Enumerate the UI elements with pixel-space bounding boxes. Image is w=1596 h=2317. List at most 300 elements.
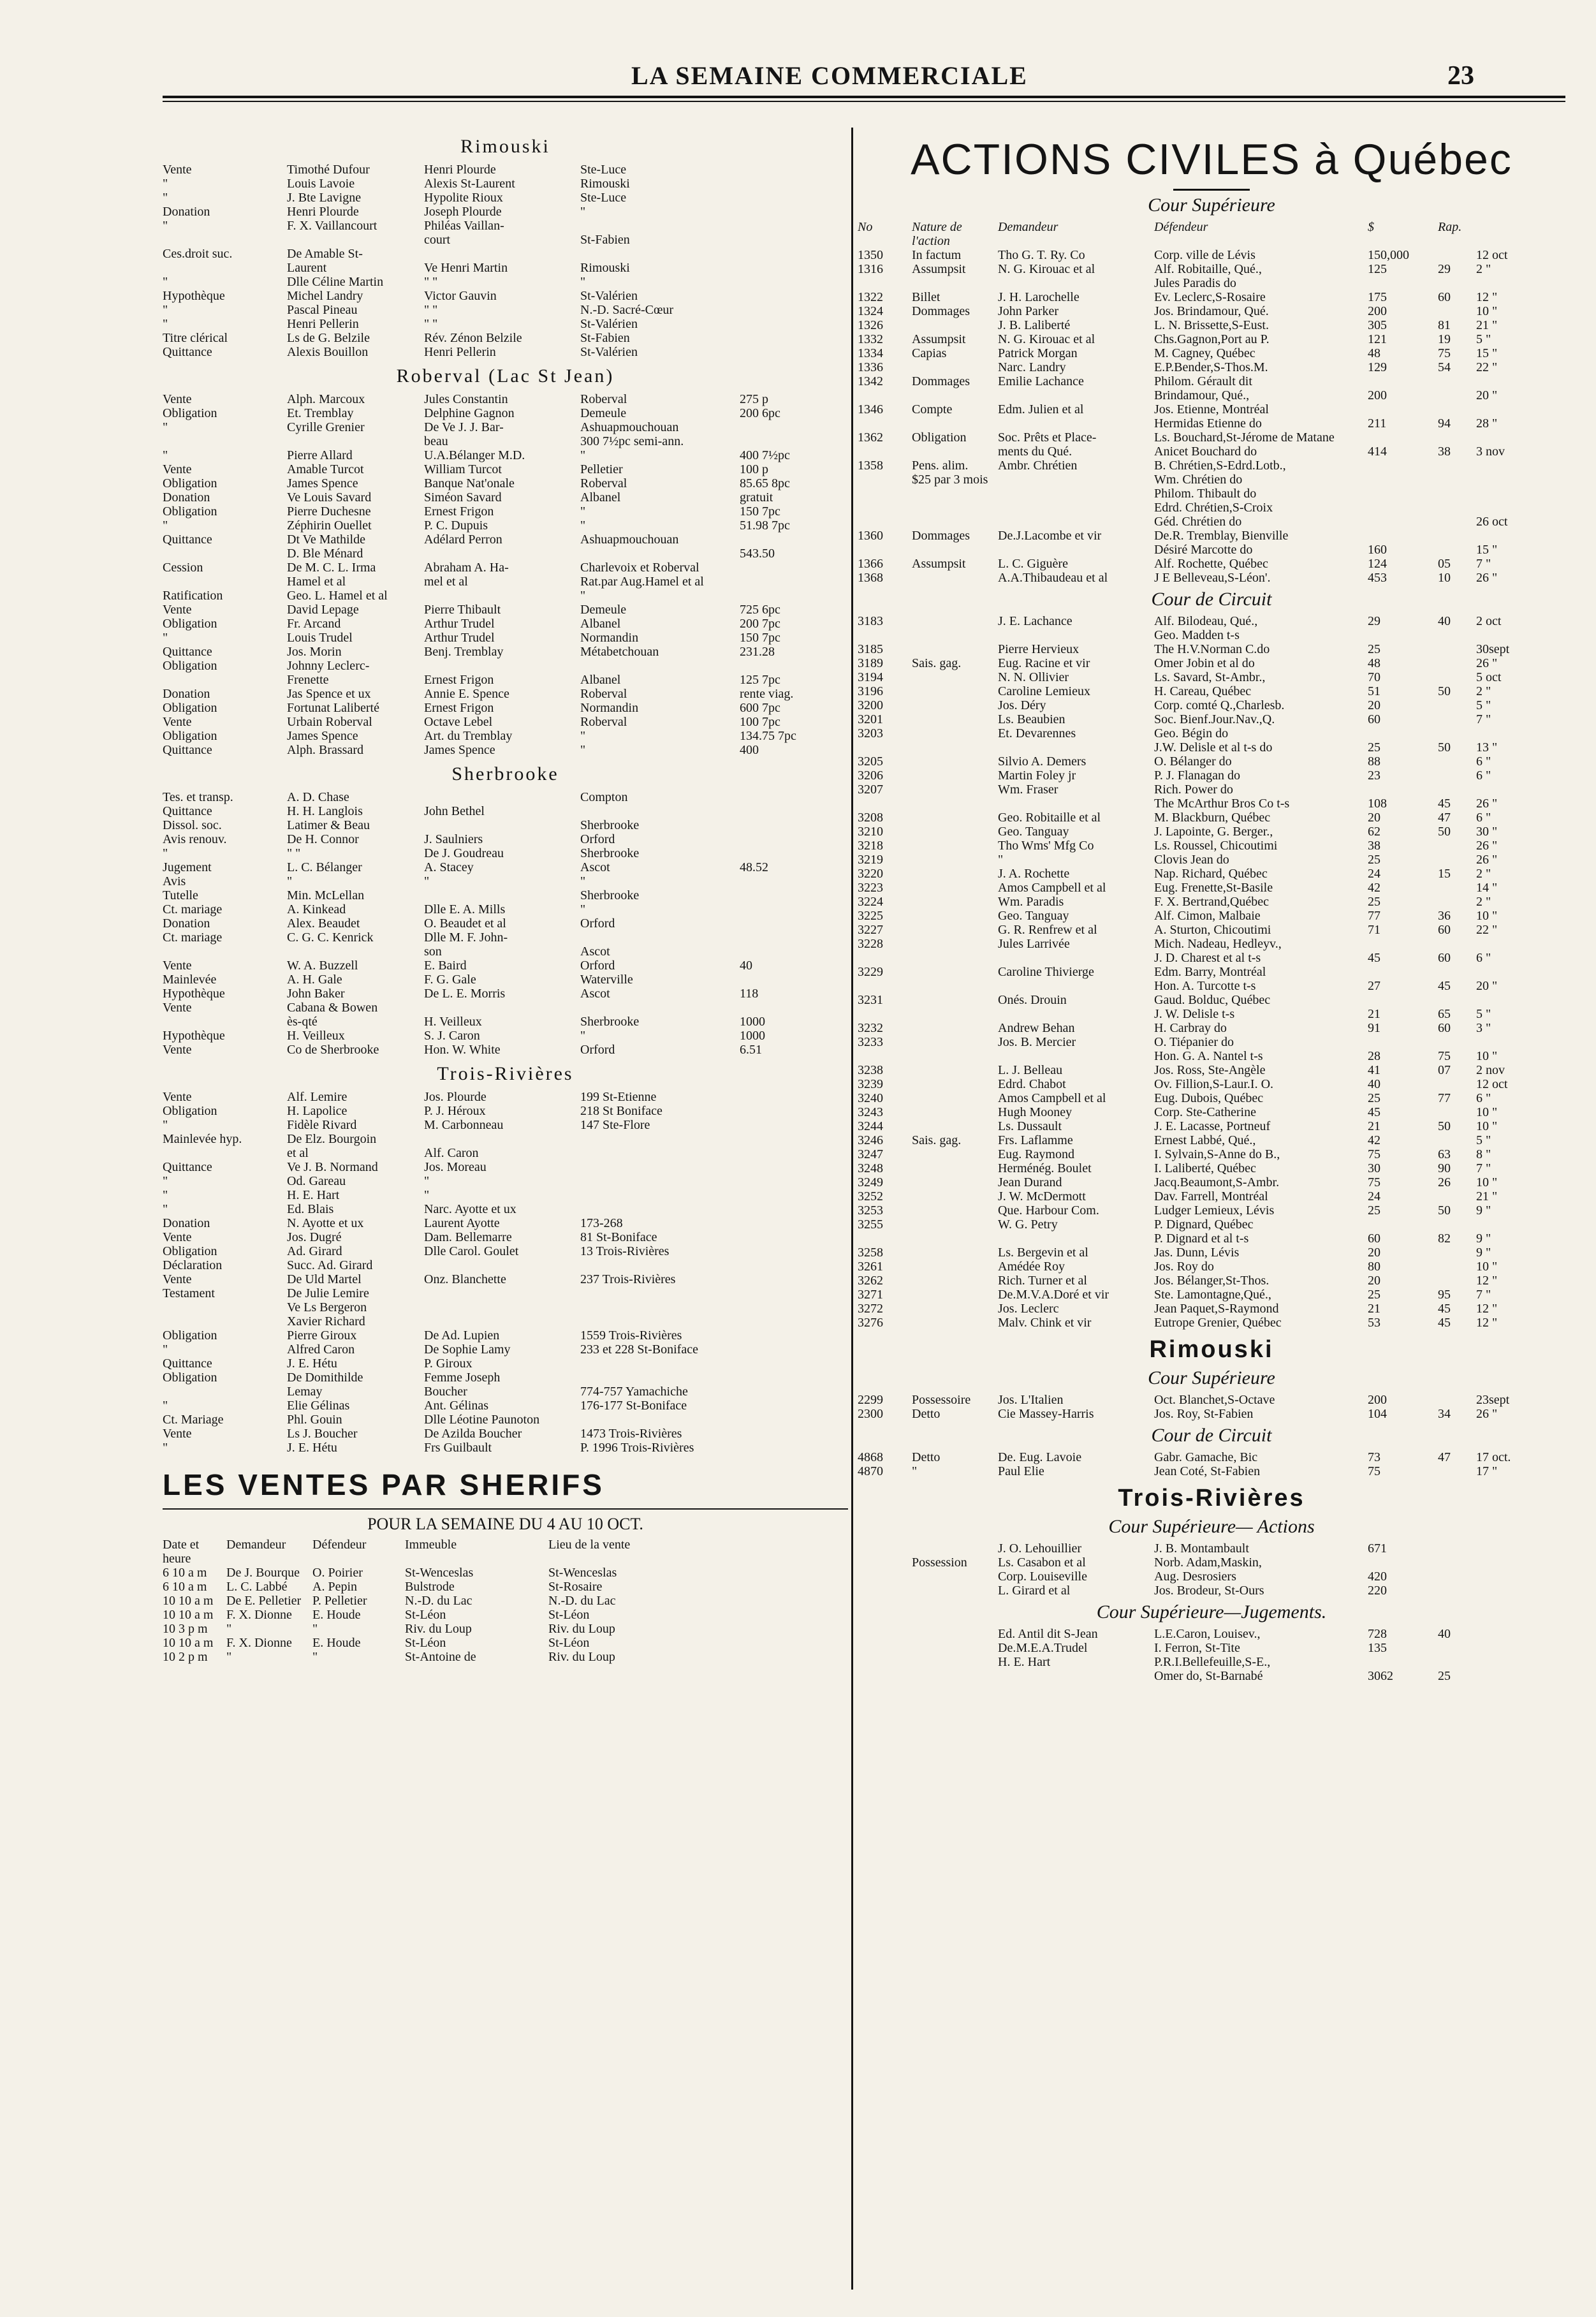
- table-cell: Dissol. soc.: [163, 818, 222, 832]
- table-cell: [912, 712, 998, 726]
- table-cell: beau: [424, 434, 448, 448]
- table-cell: Alf. Bilodeau, Qué.,: [1154, 614, 1258, 628]
- table-cell: Corp. Ste-Catherine: [1154, 1105, 1256, 1119]
- table-cell: Jean Durand: [998, 1175, 1062, 1189]
- table-cell: 420: [1368, 1570, 1387, 1584]
- table-cell: Octave Lebel: [424, 715, 493, 729]
- table-cell: 3272: [858, 1302, 883, 1316]
- table-cell: 38: [1368, 839, 1380, 853]
- table-cell: Et. Devarennes: [998, 726, 1076, 740]
- table-cell: A.A.Thibaudeau et al: [998, 571, 1108, 585]
- table-cell: 50: [1438, 684, 1451, 698]
- table-row: [163, 1622, 848, 1636]
- table-cell: [1438, 993, 1476, 1007]
- table-cell: Alfred Caron: [287, 1342, 355, 1357]
- table-cell: 199 St-Etienne: [580, 1090, 657, 1104]
- table-cell: Lemay: [287, 1385, 323, 1399]
- table-cell: Nap. Richard, Québec: [1154, 867, 1268, 881]
- table-cell: 2299: [858, 1393, 883, 1407]
- table-cell: 3207: [858, 783, 883, 797]
- table-row: [858, 557, 1565, 571]
- table-cell: [1438, 1274, 1476, 1288]
- table-cell: Obligation: [163, 617, 217, 631]
- table-cell: Vente: [163, 163, 192, 177]
- table-cell: Avis renouv.: [163, 832, 227, 846]
- table-cell: " ": [424, 317, 438, 331]
- table-cell: [912, 1570, 998, 1584]
- table-cell: [580, 1132, 740, 1146]
- table-cell: [1438, 839, 1476, 853]
- table-cell: [1438, 769, 1476, 783]
- table-row: [858, 318, 1565, 332]
- table-cell: G. R. Renfrew et al: [998, 923, 1097, 937]
- table-cell: Ascot: [580, 860, 610, 874]
- table-cell: Ed. Antil dit S-Jean: [998, 1627, 1098, 1641]
- table-cell: [740, 261, 848, 275]
- table-cell: [163, 945, 287, 959]
- table-cell: Ls. Bergevin et al: [998, 1246, 1088, 1260]
- table-cell: 6 ": [1476, 811, 1491, 825]
- table-cell: P. J. Héroux: [424, 1104, 486, 1118]
- table-cell: 23: [1368, 769, 1380, 783]
- table-cell: De.R. Tremblay, Bienville: [1154, 529, 1289, 543]
- table-cell: [287, 434, 424, 448]
- table-cell: [1368, 459, 1438, 473]
- table-cell: [912, 1203, 998, 1217]
- table-cell: 176-177 St-Boniface: [580, 1399, 687, 1413]
- table-cell: 7 ": [1476, 712, 1491, 726]
- table-cell: ": [163, 1342, 168, 1357]
- table-cell: 200 7pc: [740, 617, 780, 631]
- table-cell: H. Veilleux: [287, 1029, 345, 1043]
- table-cell: [740, 289, 848, 303]
- table-cell: Vente: [163, 959, 192, 973]
- table-cell: [740, 1001, 848, 1015]
- table-cell: 48: [1368, 656, 1380, 670]
- table-row: [163, 1427, 848, 1441]
- table-cell: De Azilda Boucher: [424, 1427, 522, 1441]
- table-cell: Geo. Tanguay: [998, 909, 1069, 923]
- table-cell: [912, 684, 998, 698]
- table-cell: Vente: [163, 1272, 192, 1286]
- table-cell: 82: [1438, 1232, 1451, 1246]
- table-cell: Tho G. T. Ry. Co: [998, 248, 1085, 262]
- table-row: [163, 233, 848, 247]
- table-cell: [666, 1608, 768, 1622]
- table-cell: [580, 1174, 740, 1188]
- table-row: [858, 670, 1565, 684]
- superieure-header-row: [858, 220, 1565, 248]
- table-cell: Victor Gauvin: [424, 289, 497, 303]
- table-cell: Tes. et transp.: [163, 790, 233, 804]
- table-cell: [740, 1146, 848, 1160]
- table-cell: N.-D. du Lac: [405, 1594, 472, 1608]
- table-row: [858, 1627, 1565, 1641]
- table-cell: Philom. Gérault dit: [1154, 374, 1252, 388]
- table-cell: [1438, 1105, 1476, 1119]
- table-cell: Martin Foley jr: [998, 769, 1076, 783]
- table-cell: [740, 832, 848, 846]
- table-row: [858, 220, 1565, 248]
- table-row: [163, 1104, 848, 1118]
- table-cell: De.M.E.A.Trudel: [998, 1641, 1088, 1655]
- table-cell: Jos. Roy do: [1154, 1260, 1214, 1274]
- table-cell: Jos. Leclerc: [998, 1302, 1059, 1316]
- table-row: [858, 965, 1565, 979]
- table-row: [163, 561, 848, 575]
- table-cell: Riv. du Loup: [405, 1622, 472, 1636]
- table-cell: 220: [1368, 1584, 1387, 1598]
- table-cell: ": [580, 589, 586, 603]
- table-cell: 60: [1368, 712, 1380, 726]
- table-cell: Jules Paradis do: [1154, 276, 1236, 290]
- table-cell: 27: [1368, 979, 1380, 993]
- table-cell: Henri Pellerin: [424, 345, 496, 359]
- table-cell: 2 ": [1476, 895, 1491, 909]
- table-cell: Urbain Roberval: [287, 715, 372, 729]
- table-cell: De Domithilde: [287, 1371, 363, 1385]
- table-cell: 3258: [858, 1246, 883, 1260]
- table-cell: ": [424, 1174, 430, 1188]
- table-row: [163, 1413, 848, 1427]
- table-cell: 71: [1368, 923, 1380, 937]
- table-cell: [998, 1007, 1154, 1021]
- table-cell: Orford: [580, 959, 615, 973]
- table-row: [858, 853, 1565, 867]
- table-row: [163, 1174, 848, 1188]
- table-cell: [1476, 220, 1524, 248]
- table-row: [163, 701, 848, 715]
- table-row: [858, 783, 1565, 797]
- table-cell: ": [580, 1029, 586, 1043]
- table-cell: [1438, 881, 1476, 895]
- table-cell: [858, 1655, 912, 1669]
- table-cell: Rich. Power do: [1154, 783, 1233, 797]
- table-cell: Norb. Adam,Maskin,: [1154, 1556, 1262, 1570]
- table-cell: 47: [1438, 1450, 1451, 1464]
- table-cell: [912, 923, 998, 937]
- table-row: [858, 642, 1565, 656]
- table-cell: 07: [1438, 1063, 1451, 1077]
- table-cell: Pierre Allard: [287, 448, 353, 462]
- table-row: [163, 1029, 848, 1043]
- table-cell: 3210: [858, 825, 883, 839]
- table-cell: J. B. Montambault: [1154, 1541, 1249, 1556]
- table-cell: L. Girard et al: [998, 1584, 1071, 1598]
- table-row: [858, 726, 1565, 740]
- table-row: [858, 1105, 1565, 1119]
- table-cell: [1476, 1570, 1524, 1584]
- table-cell: Ernest Frigon: [424, 701, 494, 715]
- table-row: [858, 276, 1565, 290]
- table-row: [163, 1357, 848, 1371]
- table-row: [163, 1132, 848, 1146]
- table-row: [858, 1274, 1565, 1288]
- table-row: [163, 874, 848, 888]
- table-cell: ès-qté: [287, 1015, 318, 1029]
- table-cell: Sherbrooke: [580, 846, 640, 860]
- table-cell: 45: [1438, 797, 1451, 811]
- table-row: [163, 331, 848, 345]
- table-cell: Ascot: [580, 987, 610, 1001]
- trois-rivieres-court-judgements: Cour Supérieure—Jugements.: [1096, 1601, 1327, 1622]
- table-cell: 543.50: [740, 547, 775, 561]
- table-cell: [912, 1669, 998, 1683]
- table-cell: Hon. A. Turcotte t-s: [1154, 979, 1256, 993]
- table-row: [858, 1161, 1565, 1175]
- table-cell: [1476, 937, 1524, 951]
- table-cell: [580, 930, 740, 945]
- table-cell: ": [163, 519, 168, 533]
- table-cell: 1334: [858, 346, 883, 360]
- table-cell: ": [580, 743, 586, 757]
- header-rule-thin: [163, 101, 1565, 102]
- table-row: [858, 628, 1565, 642]
- table-cell: Caroline Thivierge: [998, 965, 1094, 979]
- table-cell: [580, 1001, 740, 1015]
- table-cell: 671: [1368, 1541, 1387, 1556]
- table-cell: Amable Turcot: [287, 462, 364, 476]
- table-cell: [1438, 712, 1476, 726]
- table-cell: 21: [1368, 1302, 1380, 1316]
- table-cell: [912, 825, 998, 839]
- trois-rivieres-judgement-rows: [858, 1627, 1565, 1683]
- table-cell: 3189: [858, 656, 883, 670]
- table-cell: 134.75 7pc: [740, 729, 796, 743]
- table-cell: [998, 388, 1154, 402]
- table-row: [858, 1316, 1565, 1330]
- table-cell: [912, 895, 998, 909]
- table-cell: John Bethel: [424, 804, 485, 818]
- table-cell: [740, 345, 848, 359]
- table-cell: ": [998, 853, 1004, 867]
- table-cell: Pierre Thibault: [424, 603, 501, 617]
- table-cell: 28 ": [1476, 416, 1498, 430]
- table-cell: St-Léon: [405, 1636, 446, 1650]
- table-cell: 3262: [858, 1274, 883, 1288]
- table-cell: [858, 740, 912, 754]
- table-cell: 6 ": [1476, 754, 1491, 769]
- table-cell: [1368, 501, 1438, 515]
- table-cell: [912, 1021, 998, 1035]
- table-cell: [163, 261, 287, 275]
- table-cell: [912, 698, 998, 712]
- table-row: [858, 1655, 1565, 1669]
- table-cell: Assumpsit: [912, 262, 966, 276]
- table-row: [163, 1188, 848, 1202]
- table-row: [858, 473, 1565, 487]
- table-cell: [424, 1001, 580, 1015]
- table-cell: [1368, 993, 1438, 1007]
- table-row: [163, 743, 848, 757]
- table-cell: Jos. Bélanger,St-Thos.: [1154, 1274, 1270, 1288]
- table-cell: 1362: [858, 430, 883, 445]
- table-row: [163, 729, 848, 743]
- table-row: [858, 1541, 1565, 1556]
- table-row: [858, 262, 1565, 276]
- table-cell: L. J. Belleau: [998, 1063, 1063, 1077]
- table-cell: [580, 1314, 740, 1328]
- table-cell: N. N. Ollivier: [998, 670, 1069, 684]
- table-cell: Alf. Rochette, Québec: [1154, 557, 1268, 571]
- table-cell: 3 nov: [1476, 445, 1505, 459]
- table-cell: Donation: [163, 205, 210, 219]
- table-cell: 38: [1438, 445, 1451, 459]
- table-cell: 5 ": [1476, 698, 1491, 712]
- actions-civiles-title: ACTIONS CIVILES à Québec: [911, 135, 1512, 184]
- table-row: [858, 290, 1565, 304]
- rimouski-sup-rows: [858, 1393, 1565, 1421]
- table-cell: James Spence: [424, 743, 495, 757]
- table-cell: 414: [1368, 445, 1387, 459]
- table-row: [163, 888, 848, 902]
- table-row: [163, 303, 848, 317]
- table-cell: 13 ": [1476, 740, 1498, 754]
- table-cell: [858, 515, 912, 529]
- table-cell: 12 ": [1476, 1302, 1498, 1316]
- table-row: [163, 247, 848, 261]
- table-cell: 3228: [858, 937, 883, 951]
- table-cell: [1438, 1464, 1476, 1478]
- table-cell: A. Sturton, Chicoutimi: [1154, 923, 1271, 937]
- table-cell: [740, 1090, 848, 1104]
- table-cell: 3223: [858, 881, 883, 895]
- table-cell: [998, 473, 1154, 487]
- table-cell: 10 ": [1476, 1175, 1498, 1189]
- table-row: [163, 631, 848, 645]
- table-cell: [1438, 642, 1476, 656]
- table-row: [163, 846, 848, 860]
- table-row: [163, 1371, 848, 1385]
- table-cell: 26 oct: [1476, 515, 1508, 529]
- table-cell: 10 ": [1476, 1260, 1498, 1274]
- table-cell: 1326: [858, 318, 883, 332]
- table-cell: 21: [1368, 1119, 1380, 1133]
- table-cell: 81: [1438, 318, 1451, 332]
- table-cell: 26 ": [1476, 656, 1498, 670]
- table-cell: 1316: [858, 262, 883, 276]
- table-cell: [740, 930, 848, 945]
- table-cell: [912, 670, 998, 684]
- table-cell: 12 ": [1476, 290, 1498, 304]
- table-cell: Obligation: [163, 1328, 217, 1342]
- table-cell: [998, 1049, 1154, 1063]
- table-row: [858, 1393, 1565, 1407]
- table-cell: [1368, 783, 1438, 797]
- table-cell: C. G. C. Kenrick: [287, 930, 374, 945]
- table-cell: 10 ": [1476, 1105, 1498, 1119]
- table-cell: 3249: [858, 1175, 883, 1189]
- table-cell: [740, 804, 848, 818]
- table-cell: Corp. Louiseville: [998, 1570, 1087, 1584]
- table-cell: Corp. ville de Lévis: [1154, 248, 1256, 262]
- table-cell: 3194: [858, 670, 883, 684]
- table-row: [163, 275, 848, 289]
- table-row: [163, 406, 848, 420]
- table-cell: 36: [1438, 909, 1451, 923]
- table-cell: J. W. McDermott: [998, 1189, 1086, 1203]
- table-row: [858, 909, 1565, 923]
- table-cell: [912, 416, 998, 430]
- table-cell: Mainlevée hyp.: [163, 1132, 242, 1146]
- table-row: [858, 839, 1565, 853]
- table-cell: 10: [1438, 571, 1451, 585]
- table-cell: ": [580, 519, 586, 533]
- table-cell: [858, 388, 912, 402]
- table-cell: [1476, 374, 1524, 388]
- table-row: [163, 1608, 848, 1622]
- table-cell: Ad. Girard: [287, 1244, 342, 1258]
- table-cell: ": [163, 631, 168, 645]
- table-cell: [998, 1232, 1154, 1246]
- table-cell: [998, 951, 1154, 965]
- table-cell: Orford: [580, 916, 615, 930]
- table-cell: 13 Trois-Rivières: [580, 1244, 670, 1258]
- table-cell: [1438, 1641, 1476, 1655]
- table-cell: 25: [1368, 853, 1380, 867]
- table-cell: 26 ": [1476, 839, 1498, 853]
- table-cell: H. H. Langlois: [287, 804, 363, 818]
- table-cell: 42: [1368, 881, 1380, 895]
- table-cell: Ste. Lamontagne,Qué.,: [1154, 1288, 1271, 1302]
- table-cell: J. W. Delisle t-s: [1154, 1007, 1235, 1021]
- table-cell: Gabr. Gamache, Bic: [1154, 1450, 1258, 1464]
- table-cell: [1368, 529, 1438, 543]
- table-cell: 3208: [858, 811, 883, 825]
- table-row: [163, 1160, 848, 1174]
- table-cell: ": [163, 420, 168, 434]
- table-cell: 135: [1368, 1641, 1387, 1655]
- table-cell: Alf. Robitaille, Qué.,: [1154, 262, 1262, 276]
- table-cell: 1358: [858, 459, 883, 473]
- roberval-rows: [163, 392, 848, 757]
- table-cell: Femme Joseph: [424, 1371, 501, 1385]
- table-cell: [666, 1622, 768, 1636]
- table-cell: [740, 1132, 848, 1146]
- table-cell: [287, 945, 424, 959]
- table-row: [163, 1230, 848, 1244]
- table-cell: 60: [1368, 1232, 1380, 1246]
- table-cell: Annie E. Spence: [424, 687, 509, 701]
- table-cell: [740, 1342, 848, 1357]
- table-cell: Jos. Roy, St-Fabien: [1154, 1407, 1254, 1421]
- table-cell: 125: [1368, 262, 1387, 276]
- table-cell: S. J. Caron: [424, 1029, 480, 1043]
- table-cell: [858, 1584, 912, 1598]
- table-cell: [740, 575, 848, 589]
- table-cell: [912, 951, 998, 965]
- table-cell: Tutelle: [163, 888, 198, 902]
- table-cell: O. Beaudet et al: [424, 916, 506, 930]
- table-cell: [1438, 1035, 1476, 1049]
- table-cell: 5 oct: [1476, 670, 1502, 684]
- table-row: [163, 1441, 848, 1455]
- sherbrooke-rows: [163, 790, 848, 1057]
- table-cell: 60: [1438, 951, 1451, 965]
- table-cell: 3201: [858, 712, 883, 726]
- table-cell: [1368, 937, 1438, 951]
- table-cell: Abraham A. Ha-: [424, 561, 509, 575]
- table-cell: 10 ": [1476, 1049, 1498, 1063]
- table-cell: [424, 247, 580, 261]
- table-cell: Vente: [163, 392, 192, 406]
- table-row: [163, 547, 848, 561]
- table-cell: [1438, 937, 1476, 951]
- table-cell: 3261: [858, 1260, 883, 1274]
- table-cell: 34: [1438, 1407, 1451, 1421]
- table-cell: Jas. Dunn, Lévis: [1154, 1246, 1240, 1260]
- table-cell: Waterville: [580, 973, 633, 987]
